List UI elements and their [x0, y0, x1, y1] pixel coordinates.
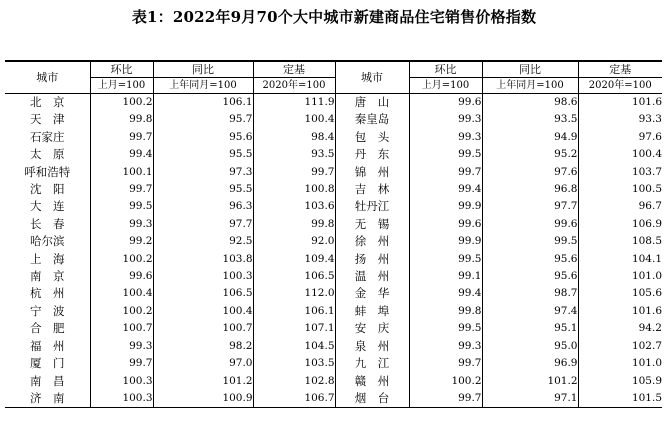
col-subheader-fixed-left: 2020年=100 — [253, 78, 335, 94]
city-name-right: 秦皇岛 — [335, 111, 409, 128]
table-title: 表1：2022年9月70个大中城市新建商品住宅销售价格指数 — [131, 8, 537, 26]
yoy-value-right: 95.1 — [482, 320, 578, 337]
city-name-right: 蚌 埠 — [335, 303, 409, 320]
mom-value-right: 99.3 — [409, 338, 482, 355]
city-name-right: 无 锡 — [335, 216, 409, 233]
mom-value-right: 99.7 — [409, 164, 482, 181]
fixed-value-right: 100.5 — [578, 181, 662, 198]
mom-value-left: 99.7 — [90, 355, 153, 372]
fixed-value-left: 100.8 — [253, 181, 335, 198]
col-header-city-right: 城市 — [335, 61, 409, 94]
yoy-value-right: 98.7 — [482, 285, 578, 302]
city-name-left: 北 京 — [30, 95, 65, 109]
col-header-city-left: 城市 — [5, 61, 90, 94]
yoy-value-right: 97.7 — [482, 198, 578, 215]
col-subheader-yoy-right: 上年同月=100 — [482, 78, 578, 94]
city-name-left: 杭 州 — [30, 286, 65, 301]
city-name-left: 哈尔滨 — [30, 234, 65, 249]
table-row — [5, 355, 662, 372]
city-name-right: 赣 州 — [335, 373, 409, 390]
city-name-left: 合 肥 — [30, 321, 65, 336]
fixed-value-right: 101.6 — [578, 94, 662, 112]
city-name-left: 长 春 — [30, 216, 65, 231]
fixed-value-left: 99.7 — [253, 164, 335, 181]
city-name-left: 沈 阳 — [30, 182, 65, 197]
yoy-value-left: 95.5 — [153, 181, 253, 198]
fixed-value-right: 106.9 — [578, 216, 662, 233]
fixed-value-right: 94.2 — [578, 320, 662, 337]
mom-value-right: 99.3 — [409, 129, 482, 146]
table-row — [5, 320, 662, 337]
yoy-value-left: 100.9 — [153, 390, 253, 408]
yoy-value-left: 97.0 — [153, 355, 253, 372]
city-name-left: 太 原 — [30, 147, 65, 162]
fixed-value-left: 109.4 — [253, 251, 335, 268]
col-subheader-fixed-right: 2020年=100 — [578, 78, 662, 94]
table-row — [5, 198, 662, 215]
fixed-value-right: 103.7 — [578, 164, 662, 181]
table-row — [5, 303, 662, 320]
col-subheader-mom-left: 上月=100 — [90, 78, 153, 94]
city-name-left: 上 海 — [30, 251, 65, 266]
city-name-right: 扬 州 — [335, 251, 409, 268]
city-name-left: 大 连 — [30, 199, 65, 214]
fixed-value-left: 106.5 — [253, 268, 335, 285]
yoy-value-right: 99.5 — [482, 233, 578, 250]
city-name-right: 唐 山 — [335, 94, 409, 112]
fixed-value-left: 111.9 — [253, 94, 335, 112]
mom-value-right: 99.6 — [409, 94, 482, 112]
yoy-value-right: 95.6 — [482, 268, 578, 285]
city-name-left: 福 州 — [30, 338, 65, 353]
mom-value-left: 99.2 — [90, 233, 153, 250]
mom-value-left: 99.5 — [90, 198, 153, 215]
table-row — [5, 129, 662, 146]
table-row — [5, 146, 662, 163]
city-name-left: 南 京 — [30, 269, 65, 284]
mom-value-left: 100.2 — [90, 303, 153, 320]
yoy-value-right: 96.9 — [482, 355, 578, 372]
city-name-left: 南 昌 — [30, 373, 65, 388]
yoy-value-left: 103.8 — [153, 251, 253, 268]
table-row — [5, 268, 662, 285]
table-row — [5, 111, 662, 128]
yoy-value-left: 100.7 — [153, 320, 253, 337]
mom-value-right: 99.9 — [409, 198, 482, 215]
table-row — [5, 285, 662, 302]
fixed-value-right: 101.5 — [578, 390, 662, 408]
mom-value-right: 99.3 — [409, 111, 482, 128]
yoy-value-left: 96.3 — [153, 198, 253, 215]
fixed-value-right: 101.0 — [578, 268, 662, 285]
table-row — [5, 373, 662, 390]
fixed-value-right: 96.7 — [578, 198, 662, 215]
mom-value-right: 99.8 — [409, 303, 482, 320]
fixed-value-left: 106.1 — [253, 303, 335, 320]
city-name-right: 徐 州 — [335, 233, 409, 250]
table-row — [5, 233, 662, 250]
city-name-right: 安 庆 — [335, 320, 409, 337]
yoy-value-right: 95.0 — [482, 338, 578, 355]
mom-value-left: 100.7 — [90, 320, 153, 337]
city-name-right: 泉 州 — [335, 338, 409, 355]
fixed-value-left: 104.5 — [253, 338, 335, 355]
yoy-value-right: 98.6 — [482, 94, 578, 112]
fixed-value-left: 102.8 — [253, 373, 335, 390]
yoy-value-right: 101.2 — [482, 373, 578, 390]
fixed-value-left: 112.0 — [253, 285, 335, 302]
yoy-value-right: 95.2 — [482, 146, 578, 163]
mom-value-left: 100.4 — [90, 285, 153, 302]
mom-value-left: 99.6 — [90, 268, 153, 285]
mom-value-left: 99.7 — [90, 129, 153, 146]
table-row — [5, 94, 662, 112]
mom-value-right: 99.9 — [409, 233, 482, 250]
col-header-yoy-right: 同比 — [482, 61, 578, 78]
yoy-value-right: 93.5 — [482, 111, 578, 128]
yoy-value-left: 98.2 — [153, 338, 253, 355]
yoy-value-left: 92.5 — [153, 233, 253, 250]
city-name-right: 包 头 — [335, 129, 409, 146]
city-name-right: 锦 州 — [335, 164, 409, 181]
fixed-value-right: 105.6 — [578, 285, 662, 302]
col-subheader-mom-right: 上月=100 — [409, 78, 482, 94]
mom-value-right: 100.2 — [409, 373, 482, 390]
fixed-value-left: 103.5 — [253, 355, 335, 372]
city-name-left: 呼和浩特 — [24, 164, 71, 179]
fixed-value-right: 108.5 — [578, 233, 662, 250]
table-row — [5, 390, 662, 408]
mom-value-right: 99.5 — [409, 146, 482, 163]
yoy-value-left: 106.1 — [153, 94, 253, 112]
fixed-value-left: 106.7 — [253, 390, 335, 408]
fixed-value-left: 107.1 — [253, 320, 335, 337]
fixed-value-left: 99.8 — [253, 216, 335, 233]
price-index-table — [5, 60, 662, 408]
mom-value-left: 100.2 — [90, 94, 153, 112]
fixed-value-left: 103.6 — [253, 198, 335, 215]
city-name-right: 金 华 — [335, 285, 409, 302]
city-name-left: 天 津 — [30, 112, 65, 127]
col-header-fixed-left: 定基 — [253, 61, 335, 78]
fixed-value-right: 101.0 — [578, 355, 662, 372]
mom-value-right: 99.4 — [409, 285, 482, 302]
header-row-base — [5, 78, 662, 94]
city-name-left: 宁 波 — [30, 303, 65, 318]
header-row-top — [5, 61, 662, 78]
city-name-left: 济 南 — [5, 390, 90, 408]
fixed-value-right: 93.3 — [578, 111, 662, 128]
yoy-value-right: 94.9 — [482, 129, 578, 146]
city-name-left: 厦 门 — [30, 356, 65, 371]
table-row — [5, 251, 662, 268]
table-row — [5, 181, 662, 198]
mom-value-right: 99.7 — [409, 390, 482, 408]
mom-value-left: 99.3 — [90, 338, 153, 355]
yoy-value-left: 106.5 — [153, 285, 253, 302]
city-name-left: 石家庄 — [30, 129, 65, 144]
table-body — [5, 94, 662, 408]
yoy-value-left: 100.3 — [153, 268, 253, 285]
fixed-value-right: 102.7 — [578, 338, 662, 355]
col-header-mom-left: 环比 — [90, 61, 153, 78]
yoy-value-right: 97.6 — [482, 164, 578, 181]
mom-value-right: 99.4 — [409, 181, 482, 198]
fixed-value-right: 105.9 — [578, 373, 662, 390]
yoy-value-left: 101.2 — [153, 373, 253, 390]
fixed-value-left: 92.0 — [253, 233, 335, 250]
col-header-fixed-right: 定基 — [578, 61, 662, 78]
mom-value-left: 100.3 — [90, 390, 153, 408]
city-name-right: 丹 东 — [335, 146, 409, 163]
table-row — [5, 338, 662, 355]
fixed-value-right: 101.6 — [578, 303, 662, 320]
mom-value-left: 99.3 — [90, 216, 153, 233]
fixed-value-left: 100.4 — [253, 111, 335, 128]
city-name-right: 九 江 — [335, 355, 409, 372]
city-name-right: 牡丹江 — [335, 198, 409, 215]
mom-value-left: 100.1 — [90, 164, 153, 181]
mom-value-right: 99.5 — [409, 251, 482, 268]
fixed-value-left: 98.4 — [253, 129, 335, 146]
yoy-value-left: 95.7 — [153, 111, 253, 128]
yoy-value-right: 95.6 — [482, 251, 578, 268]
fixed-value-right: 97.6 — [578, 129, 662, 146]
mom-value-left: 99.8 — [90, 111, 153, 128]
col-subheader-yoy-left: 上年同月=100 — [153, 78, 253, 94]
yoy-value-left: 95.6 — [153, 129, 253, 146]
yoy-value-left: 100.4 — [153, 303, 253, 320]
mom-value-right: 99.5 — [409, 320, 482, 337]
table-row — [5, 164, 662, 181]
yoy-value-right: 97.1 — [482, 390, 578, 408]
mom-value-right: 99.6 — [409, 216, 482, 233]
yoy-value-left: 95.5 — [153, 146, 253, 163]
yoy-value-right: 99.6 — [482, 216, 578, 233]
mom-value-left: 99.7 — [90, 181, 153, 198]
yoy-value-left: 97.3 — [153, 164, 253, 181]
city-name-right: 吉 林 — [335, 181, 409, 198]
mom-value-right: 99.1 — [409, 268, 482, 285]
mom-value-left: 100.2 — [90, 251, 153, 268]
city-name-right: 烟 台 — [335, 390, 409, 408]
city-name-right: 温 州 — [335, 268, 409, 285]
mom-value-left: 100.3 — [90, 373, 153, 390]
yoy-value-left: 97.7 — [153, 216, 253, 233]
fixed-value-right: 100.4 — [578, 146, 662, 163]
fixed-value-right: 104.1 — [578, 251, 662, 268]
yoy-value-right: 96.8 — [482, 181, 578, 198]
fixed-value-left: 93.5 — [253, 146, 335, 163]
mom-value-left: 99.4 — [90, 146, 153, 163]
col-header-mom-right: 环比 — [409, 61, 482, 78]
table-row — [5, 216, 662, 233]
yoy-value-right: 97.4 — [482, 303, 578, 320]
col-header-yoy-left: 同比 — [153, 61, 253, 78]
mom-value-right: 99.7 — [409, 355, 482, 372]
